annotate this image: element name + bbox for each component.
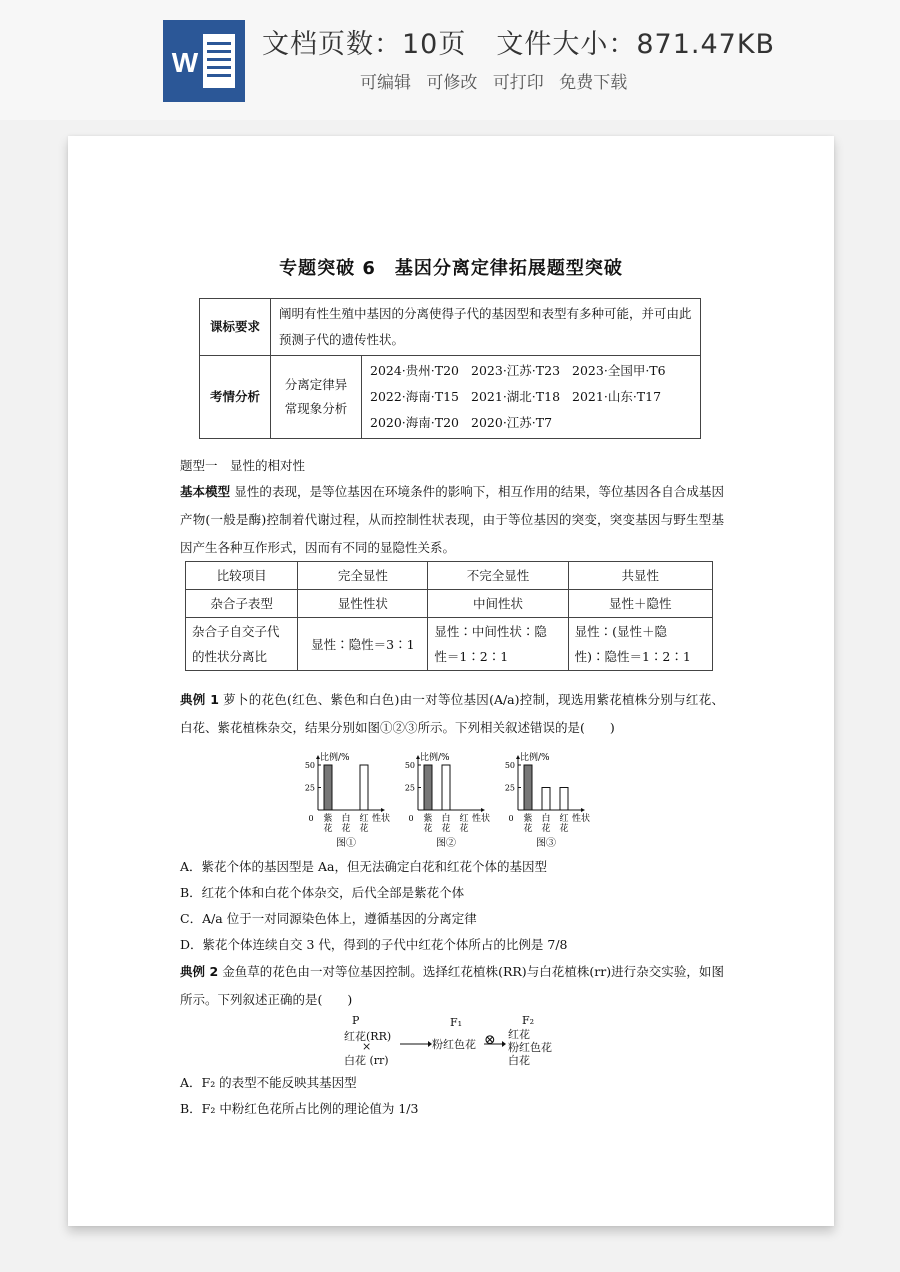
example2-text: 金鱼草的花色由一对等位基因控制。选择红花植株(RR)与白花植株(rr)进行杂交实验，如图所示。下列叙述正确的是( ) (180, 964, 724, 1007)
option-c: C．A/a 位于一对同源染色体上，遵循基因的分离定律 (180, 911, 477, 926)
section-title: 题型一 显性的相对性 (180, 458, 306, 473)
option-a: A．F₂ 的表型不能反映其基因型 (180, 1075, 357, 1090)
option-b: B．F₂ 中粉红色花所占比例的理论值为 1/3 (180, 1101, 419, 1116)
exam-ref: 2021·湖北·T18 (471, 389, 561, 404)
bar (560, 788, 568, 811)
parent-red: 红花(RR) (344, 1030, 392, 1043)
x-tick-label: 红 (559, 814, 569, 824)
example2-label: 典例 2 (180, 964, 219, 979)
y-axis-label: 比例/% (520, 753, 550, 763)
x-axis-arrow (581, 808, 585, 812)
file-info (262, 22, 775, 61)
bar-chart-3 (498, 750, 594, 850)
x-tick-label: 花 (559, 824, 569, 834)
word-document-icon (163, 20, 245, 102)
bar (424, 765, 432, 810)
origin-label: 0 (308, 814, 314, 823)
basic-model-label: 基本模型 (180, 484, 231, 499)
parent-white: 白花 (rr) (344, 1054, 389, 1067)
y-axis-label: 比例/% (320, 753, 350, 763)
example2-stem (180, 958, 724, 1014)
option-a: A．紫花个体的基因型是 Aa，但无法确定白花和红花个体的基因型 (180, 859, 547, 874)
tag-printable: 可打印 (492, 73, 544, 93)
arrow-icon (400, 1039, 432, 1049)
y-tick-label: 25 (404, 783, 415, 793)
f1-label: F₁ (450, 1016, 463, 1029)
x-axis-label: 性状 (372, 814, 391, 824)
exam-ref: 2021·山东·T17 (572, 389, 662, 404)
table-cell: 杂合子自交子代 的性状分离比 (186, 618, 298, 671)
dominance-comparison-table (185, 561, 713, 671)
table-cell: 显性∶中间性状∶隐 性＝1∶2∶1 (428, 618, 568, 671)
genetic-cross-diagram (338, 1014, 568, 1080)
example1-text: 萝卜的花色(红色、紫色和白色)由一对等位基因(A/a)控制，现选用紫花植株分别与红花、白花、紫花植株杂交，结果分别如图①②③所示。下列相关叙述错误的是( ) (180, 692, 724, 735)
x-tick-label: 花 (441, 824, 451, 834)
origin-label: 0 (408, 814, 414, 823)
table-cell: 杂合子表型 (186, 590, 298, 618)
exam-ref: 2020·海南·T20 (370, 415, 460, 430)
f2-phenotype-red: 红花 (508, 1028, 530, 1041)
y-tick-label: 50 (504, 761, 515, 770)
x-tick-label: 紫 (423, 814, 433, 824)
option-b: B．红花个体和白花个体杂交，后代全部是紫花个体 (180, 885, 465, 900)
x-tick-label: 白 (341, 814, 351, 824)
y-tick-label: 50 (304, 761, 315, 770)
exam-ref: 2023·全国甲·T6 (572, 363, 666, 378)
svg-text:W: W (171, 47, 199, 78)
bar (442, 765, 450, 810)
table-cell: 显性性状 (298, 590, 428, 618)
exam-analysis-label: 考情分析 (200, 356, 271, 439)
selfing-symbol: ⊗ (484, 1032, 496, 1048)
x-tick-label: 花 (323, 824, 333, 834)
curriculum-table (199, 298, 701, 439)
table-header: 共显性 (568, 562, 712, 590)
table-cell: 显性∶隐性＝3∶1 (298, 618, 428, 671)
page-count: 文档页数：10页 (262, 29, 467, 60)
bar-chart-2 (398, 750, 494, 850)
curriculum-label: 课标要求 (200, 299, 271, 356)
exam-ref: 2023·江苏·T23 (471, 363, 561, 378)
y-tick-label: 25 (504, 783, 515, 793)
bar (360, 765, 368, 810)
tag-editable: 可编辑 (360, 73, 411, 93)
exam-ref: 2020·江苏·T7 (471, 415, 553, 430)
chart-title: 图③ (536, 838, 556, 849)
y-tick-label: 50 (404, 761, 415, 770)
f2-label: F₂ (522, 1014, 535, 1027)
x-axis-label: 性状 (572, 814, 591, 824)
bar (542, 788, 550, 811)
file-size: 文件大小：871.47KB (496, 29, 776, 60)
example1-label: 典例 1 (180, 692, 219, 707)
exam-reference-list (362, 356, 701, 439)
curriculum-text: 阐明有性生殖中基因的分离使得子代的基因型和表型有多种可能，并可由此预测子代的遗传性状。 (271, 299, 701, 356)
table-cell: 中间性状 (428, 590, 568, 618)
y-tick-label: 25 (304, 783, 315, 793)
x-tick-label: 花 (359, 824, 369, 834)
x-tick-label: 红 (359, 814, 369, 824)
bar (524, 765, 532, 810)
x-tick-label: 紫 (523, 814, 533, 824)
x-tick-label: 白 (441, 814, 451, 824)
f2-phenotype-pink: 粉红色花 (508, 1041, 552, 1054)
document-page (68, 136, 834, 1226)
exam-analysis-topic: 分离定律异 常现象分析 (271, 356, 362, 439)
chart-title: 图① (336, 838, 356, 849)
x-axis-label: 性状 (472, 814, 491, 824)
x-axis-arrow (381, 808, 385, 812)
table-cell: 显性∶(显性＋隐 性)∶隐性＝1∶2∶1 (568, 618, 712, 671)
p-label: P (352, 1014, 360, 1027)
x-tick-label: 花 (523, 824, 533, 834)
x-tick-label: 花 (541, 824, 551, 834)
download-banner (0, 0, 900, 120)
arrow-icon (484, 1039, 506, 1049)
x-tick-label: 花 (423, 824, 433, 834)
table-header: 不完全显性 (428, 562, 568, 590)
table-header: 比较项目 (186, 562, 298, 590)
x-tick-label: 紫 (323, 814, 333, 824)
x-tick-label: 花 (459, 824, 469, 834)
bar-chart-1 (298, 750, 394, 850)
cross-sign: × (362, 1040, 372, 1053)
table-header: 完全显性 (298, 562, 428, 590)
table-cell: 显性＋隐性 (568, 590, 712, 618)
x-axis-arrow (481, 808, 485, 812)
f1-phenotype: 粉红色花 (432, 1038, 476, 1051)
x-tick-label: 白 (541, 814, 551, 824)
document-title: 专题突破 6 基因分离定律拓展题型突破 (279, 258, 623, 279)
example1-stem (180, 686, 724, 742)
basic-model-paragraph (180, 478, 724, 562)
f2-phenotype-white: 白花 (508, 1054, 530, 1067)
x-tick-label: 花 (341, 824, 351, 834)
chart-title: 图② (436, 838, 456, 849)
basic-model-text: 显性的表现，是等位基因在环境条件的影响下，相互作用的结果，等位基因各自合成基因产物(一般是酶)控制着代谢过程，从而控制性状表现，由于等位基因的突变，突变基因与野生型基因产生各种互作形式，因而有不同的显隐性关系。 (180, 484, 724, 555)
y-axis-label: 比例/% (420, 753, 450, 763)
x-tick-label: 红 (459, 814, 469, 824)
tag-modifiable: 可修改 (426, 73, 478, 93)
option-d: D．紫花个体连续自交 3 代，得到的子代中红花个体所占的比例是 7/8 (180, 937, 568, 952)
origin-label: 0 (508, 814, 514, 823)
tag-free-download: 免费下载 (559, 73, 628, 93)
exam-ref: 2024·贵州·T20 (370, 363, 460, 378)
feature-tags (360, 68, 637, 93)
exam-ref: 2022·海南·T15 (370, 389, 460, 404)
bar (324, 765, 332, 810)
